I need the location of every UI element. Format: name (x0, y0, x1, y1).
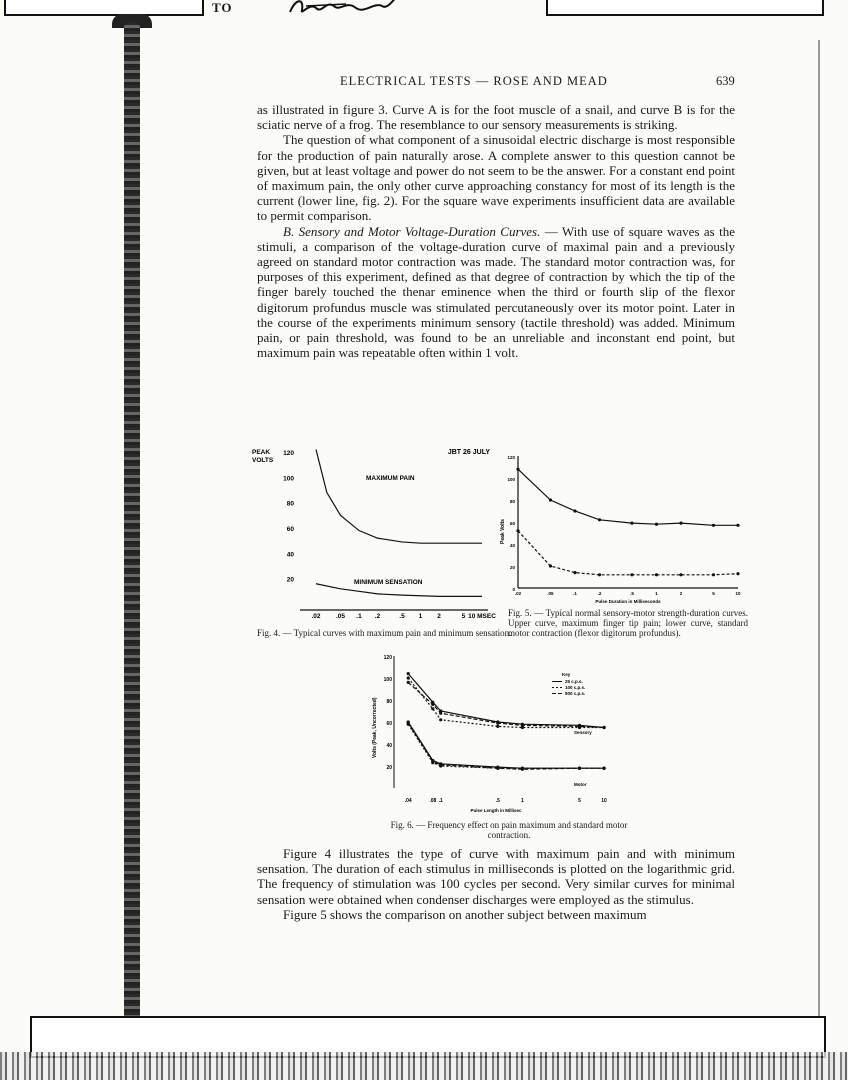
data-point (573, 571, 576, 574)
x-tick-label: .2 (374, 613, 381, 620)
figure-6-caption-text: Fig. 6. — Frequency effect on pain maximum and standard motor contraction. (390, 820, 628, 840)
x-tick-label: 1 (655, 591, 658, 596)
paragraph-text: — With use of square waves as the stimuli, a comparison of the voltage-duration curve of maximal pain and a previously agreed on standard motor contraction was made. The standard motor contraction was, for purposes of this experiment, defined as that degree of contraction by which the tip of the finger barely touched the thenar eminence when the third or fourth slip of the flexor digitorum profundus muscle was stimulated percutaneously over its motor point. Later in the course of the experiments minimum sensory (tactile threshold) was added. Minimum pain, or pain threshold, was found to be an unreliable and inconstant end point, but maximum pain was repeatable often within 1 volt. (257, 223, 736, 361)
data-point (496, 725, 499, 728)
data-point (549, 498, 552, 501)
data-point (602, 726, 605, 729)
data-point (496, 767, 499, 770)
figure-4-caption (257, 628, 525, 638)
figure-5-caption (508, 608, 748, 638)
data-point (712, 524, 715, 527)
figure-5 (496, 444, 746, 609)
y-tick-label: 80 (509, 499, 515, 504)
figure-5-chart (496, 444, 746, 604)
y-tick-label: 20 (509, 565, 515, 570)
x-tick-label: .02 (311, 613, 321, 620)
x-tick-label: 2 (437, 613, 441, 620)
section-heading: B. Sensory and Motor Voltage-Duration Curves. (283, 223, 541, 239)
x-tick-label: .1 (356, 613, 362, 620)
series-label-min-sensation: MINIMUM SENSATION (354, 579, 423, 586)
data-point (573, 509, 576, 512)
y-tick-label: 60 (509, 521, 515, 526)
y-tick-label: 120 (283, 450, 294, 457)
figure-4 (250, 440, 500, 630)
y-tick-label: 100 (507, 477, 515, 482)
y-tick-label: 100 (383, 677, 392, 683)
y-tick-label: 80 (286, 500, 294, 508)
y-tick-label: 120 (507, 455, 515, 460)
binding-spine (124, 22, 140, 1022)
top-left-box (4, 0, 204, 16)
to-label: TO (212, 0, 233, 15)
figure-6 (366, 648, 636, 823)
x-tick-label: .02 (514, 591, 522, 596)
x-tick-label: 10 MSEC (468, 613, 496, 620)
y-tick-label: 0 (512, 587, 515, 592)
data-point (439, 718, 442, 721)
paragraph: The question of what component of a sinusoidal electric discharge is most responsible for the production of pain naturally arose. A complete answer to this question cannot be given, but at least voltage and power do not seem to be the answer. For a constant end point of maximum pain, the only other curve approaching constancy for most of its length is the current (lower line, fig. 2). For the square wave experiments insufficient data are available to permit comparison. (257, 132, 735, 224)
x-tick-label: 5 (712, 591, 715, 596)
series-line (518, 469, 738, 525)
series-line (408, 722, 604, 768)
data-point (549, 564, 552, 567)
chart-annotation: JBT 26 JULY (447, 449, 490, 456)
y-axis-label: Volts (Peak, Uncorrected) (372, 697, 378, 758)
legend-entry: 100 c.p.s. (565, 685, 586, 690)
data-point (407, 672, 410, 675)
x-tick-label: .5 (630, 591, 634, 596)
x-tick-label: 1 (418, 613, 423, 620)
figure-4-chart (250, 440, 500, 625)
data-point (407, 722, 410, 725)
data-point (679, 522, 682, 525)
x-tick-label: 5 (578, 798, 581, 804)
data-point (598, 573, 601, 576)
x-tick-label: .05 (335, 613, 345, 620)
x-axis-label: Pulse Length in Millisec (470, 808, 522, 813)
data-point (431, 707, 434, 710)
y-tick-label: 100 (283, 475, 294, 483)
paragraph: Figure 4 illustrates the type of curve with maximum pain and with minimum sensation. The duration of each stimulus in milliseconds is plotted on the logarithmic grid. The frequency of stimulation was 100 cycles per second. Very similar curves for minimal sensation were obtained when condenser discharges were employed as the stimulus. (257, 846, 735, 907)
data-point (431, 703, 434, 706)
data-point (630, 573, 633, 576)
x-tick-label: .2 (597, 591, 602, 596)
y-tick-label: 20 (286, 576, 294, 584)
y-tick-label: 60 (286, 526, 294, 533)
data-point (496, 722, 499, 725)
data-point (655, 573, 658, 576)
paragraph (257, 224, 735, 361)
figure-6-caption (384, 820, 634, 840)
body-text-bottom (257, 846, 735, 922)
series-label-max-pain: MAXIMUM PAIN (366, 475, 415, 482)
x-axis-label: Pulse Duration in Milliseconds (595, 599, 661, 604)
scan-bottom-noise (0, 1052, 848, 1080)
y-tick-label: 40 (509, 543, 515, 548)
x-tick-label: .1 (573, 591, 577, 596)
page-number: 639 (716, 74, 735, 88)
data-point (655, 523, 658, 526)
y-tick-label: 80 (386, 699, 392, 705)
body-text-top (257, 102, 735, 360)
series-line (316, 449, 482, 543)
data-point (736, 572, 739, 575)
y-tick-label: 120 (383, 655, 392, 661)
data-point (516, 468, 519, 471)
y-tick-label: 20 (386, 765, 392, 771)
data-point (598, 518, 601, 521)
x-tick-label: .04 (404, 798, 412, 804)
x-tick-label: .1 (438, 798, 443, 804)
y-tick-label: 60 (386, 721, 392, 727)
legend-title: Key (562, 672, 571, 677)
data-point (736, 524, 739, 527)
data-point (602, 767, 605, 770)
group-label-sensory: Sensory (574, 730, 592, 735)
data-point (439, 712, 442, 715)
legend-entry: 25 c.p.s. (565, 679, 583, 684)
legend-entry: 500 c.p.s. (565, 691, 586, 696)
x-tick-label: 10 (601, 798, 607, 804)
y-tick-label: 40 (286, 551, 294, 559)
data-point (712, 573, 715, 576)
y-tick-label: 40 (386, 743, 392, 749)
handwritten-signature (286, 0, 416, 20)
x-tick-label: 2 (679, 591, 683, 596)
data-point (578, 725, 581, 728)
x-tick-label: 1 (520, 798, 524, 804)
data-point (521, 768, 524, 771)
y-axis-label: Peak Volts (500, 519, 506, 544)
figure-4-caption-text: Fig. 4. — Typical curves with maximum pain and minimum sensation. (257, 628, 512, 638)
x-tick-label: .5 (399, 613, 405, 620)
y-axis-label-line1: PEAK (252, 449, 271, 456)
data-point (679, 573, 682, 576)
group-label-motor: Motor (574, 782, 587, 787)
x-tick-label: .08 (429, 798, 437, 804)
x-tick-label: .05 (547, 591, 554, 596)
paragraph: Figure 5 shows the comparison on another subject between maximum (283, 906, 647, 922)
data-point (439, 763, 442, 766)
series-line (518, 531, 738, 575)
data-point (521, 724, 524, 727)
y-axis-label-line2: VOLTS (252, 457, 274, 464)
data-point (407, 681, 410, 684)
data-point (578, 767, 581, 770)
running-head: ELECTRICAL TESTS — ROSE AND MEAD (340, 74, 608, 88)
x-tick-label: 5 (461, 613, 466, 620)
figure-5-caption-text: Fig. 5. — Typical normal sensory-motor strength-duration curves. Upper curve, maximum finger tip pain; lower curve, standard motor contraction (flexor digitorum profundus). (508, 608, 748, 638)
data-point (516, 529, 519, 532)
top-right-box (546, 0, 824, 16)
data-point (431, 760, 434, 763)
data-point (630, 522, 633, 525)
paragraph: as illustrated in figure 3. Curve A is for the foot muscle of a snail, and curve B is for the sciatic nerve of a frog. The resemblance to our sensory measurements is striking. (257, 102, 735, 133)
data-point (407, 676, 410, 679)
right-margin-rule (818, 40, 820, 1020)
x-tick-label: .5 (495, 798, 500, 804)
figure-6-chart (366, 648, 636, 818)
x-tick-label: 10 (735, 591, 741, 596)
